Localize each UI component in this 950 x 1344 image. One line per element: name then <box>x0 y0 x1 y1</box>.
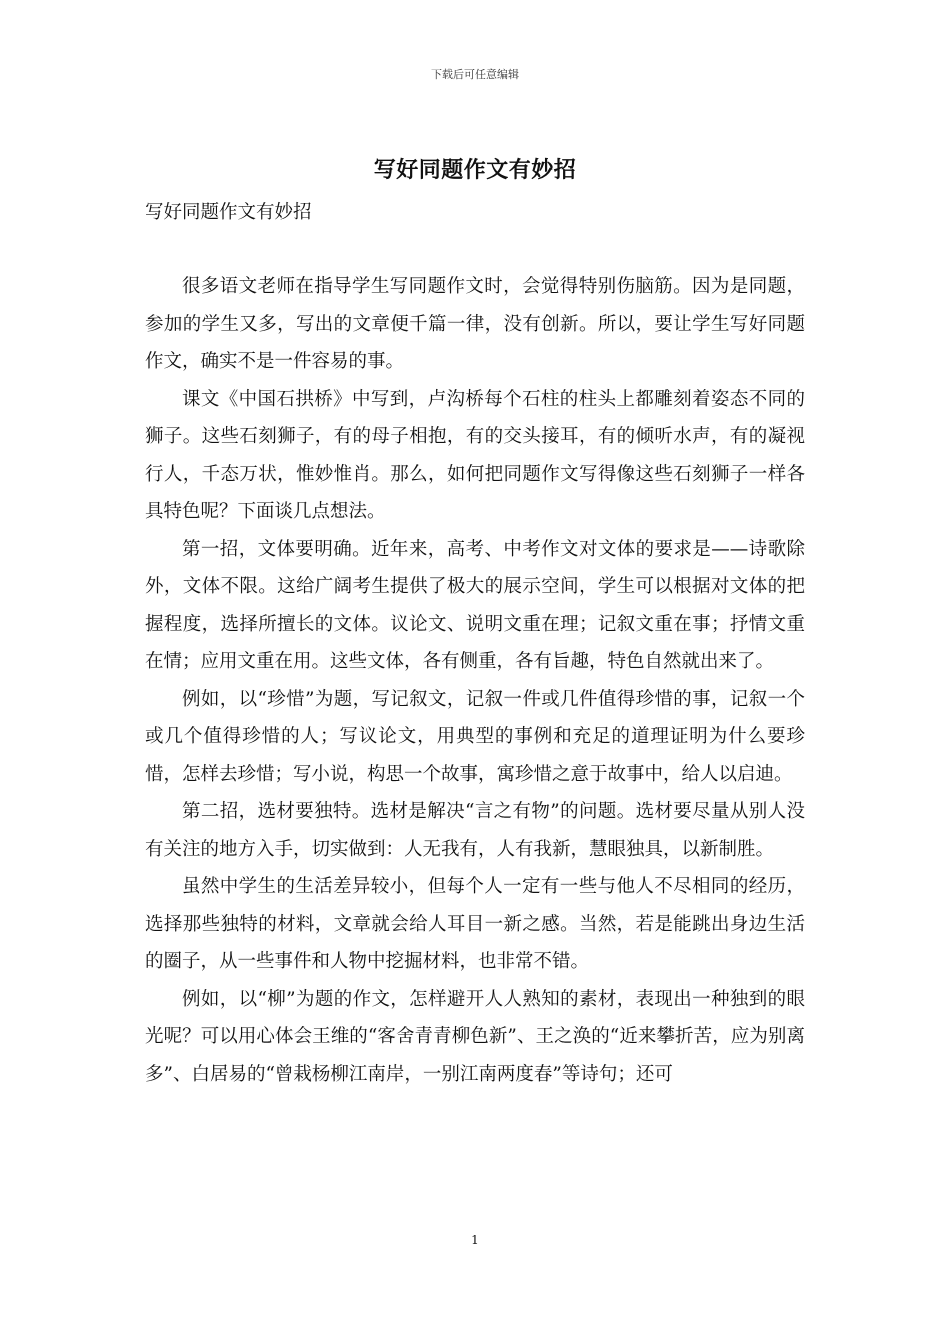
paragraph: 课文《中国石拱桥》中写到，卢沟桥每个石柱的柱头上都雕刻着姿态不同的狮子。这些石刻狮子，有的母子相抱，有的交头接耳，有的倾听水声，有的凝视行人，千态万状，惟妙惟肖。那么，如何把同题作文写得像这些石刻狮子一样各具特色呢？下面谈几点想法。 <box>145 388 805 522</box>
paragraph: 第一招，文体要明确。近年来，高考、中考作文对文体的要求是——诗歌除外，文体不限。这给广阔考生提供了极大的展示空间，学生可以根据对文体的把握程度，选择所擅长的文体。议论文、说明文重在理；记叙文重在事；抒情文重在情；应用文重在用。这些文体，各有侧重，各有旨趣，特色自然就出来了。 <box>145 538 805 672</box>
paragraph: 很多语文老师在指导学生写同题作文时，会觉得特别伤脑筋。因为是同题，参加的学生又多，写出的文章便千篇一律，没有创新。所以，要让学生写好同题作文，确实不是一件容易的事。 <box>145 276 805 372</box>
document-body <box>145 268 805 1093</box>
paragraph: 虽然中学生的生活差异较小，但每个人一定有一些与他人不尽相同的经历，选择那些独特的材料，文章就会给人耳目一新之感。当然，若是能跳出身边生活的圈子，从一些事件和人物中挖掘材料，也非常不错。 <box>145 876 805 972</box>
page-header-note: 下载后可任意编辑 <box>431 68 519 81</box>
paragraph: 例如，以“珍惜”为题，写记叙文，记叙一件或几件值得珍惜的事，记叙一个或几个值得珍惜的人；写议论文，用典型的事例和充足的道理证明为什么要珍惜，怎样去珍惜；写小说，构思一个故事，寓珍惜之意于故事中，给人以启迪。 <box>145 688 805 785</box>
document-subtitle: 写好同题作文有妙招 <box>145 202 312 223</box>
paragraph: 第二招，选材要独特。选材是解决“言之有物”的问题。选材要尽量从别人没有关注的地方入手，切实做到：人无我有，人有我新，慧眼独具，以新制胜。 <box>145 801 805 860</box>
paragraph: 例如，以“柳”为题的作文，怎样避开人人熟知的素材，表现出一种独到的眼光呢？可以用心体会王维的“客舍青青柳色新”、王之涣的“近来攀折苦，应为别离多”、白居易的“曾栽杨柳江南岸，一别江南两度春”等诗句；还可 <box>145 988 805 1085</box>
document-title: 写好同题作文有妙招 <box>373 157 577 183</box>
page-number: 1 <box>471 1233 479 1247</box>
